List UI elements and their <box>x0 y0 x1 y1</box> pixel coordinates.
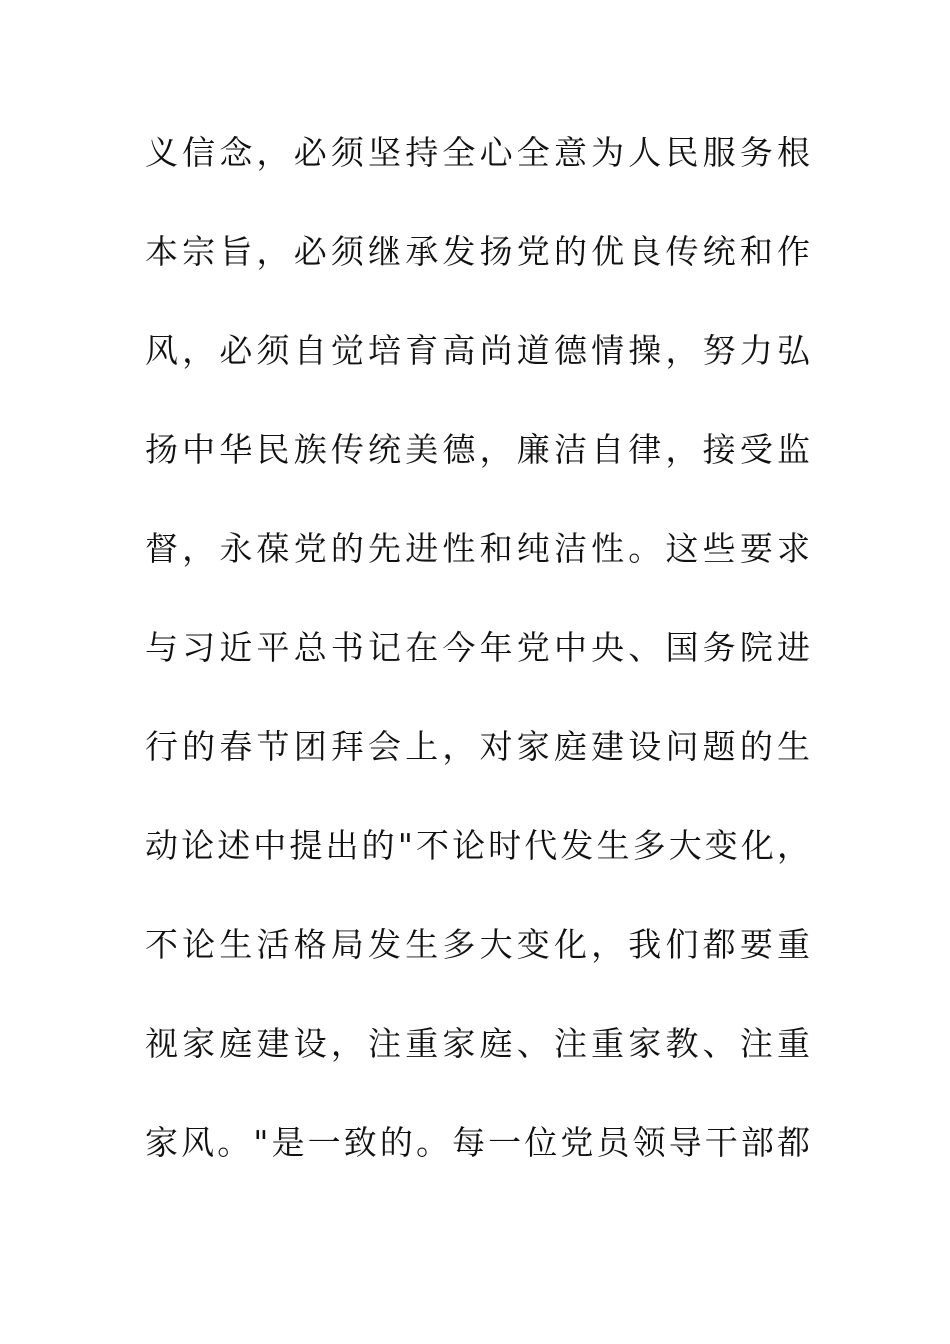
text-line: 本宗旨，必须继承发扬党的优良传统和作 <box>145 232 810 271</box>
text-line: 义信念，必须坚持全心全意为人民服务根 <box>145 133 810 172</box>
text-line: 不论生活格局发生多大变化，我们都要重 <box>145 925 810 964</box>
text-line: 视家庭建设，注重家庭、注重家教、注重 <box>145 1024 810 1063</box>
text-line: 督，永葆党的先进性和纯洁性。这些要求 <box>145 529 810 568</box>
text-line: 行的春节团拜会上，对家庭建设问题的生 <box>145 727 810 766</box>
text-line: 与习近平总书记在今年党中央、国务院进 <box>145 628 810 667</box>
body-text <box>145 120 810 1209</box>
text-line: 风，必须自觉培育高尚道德情操，努力弘 <box>145 331 810 370</box>
text-line: 动论述中提出的"不论时代发生多大变化， <box>145 826 810 865</box>
text-line: 扬中华民族传统美德，廉洁自律，接受监 <box>145 430 810 469</box>
text-line: 家风。"是一致的。每一位党员领导干部都 <box>145 1123 810 1162</box>
